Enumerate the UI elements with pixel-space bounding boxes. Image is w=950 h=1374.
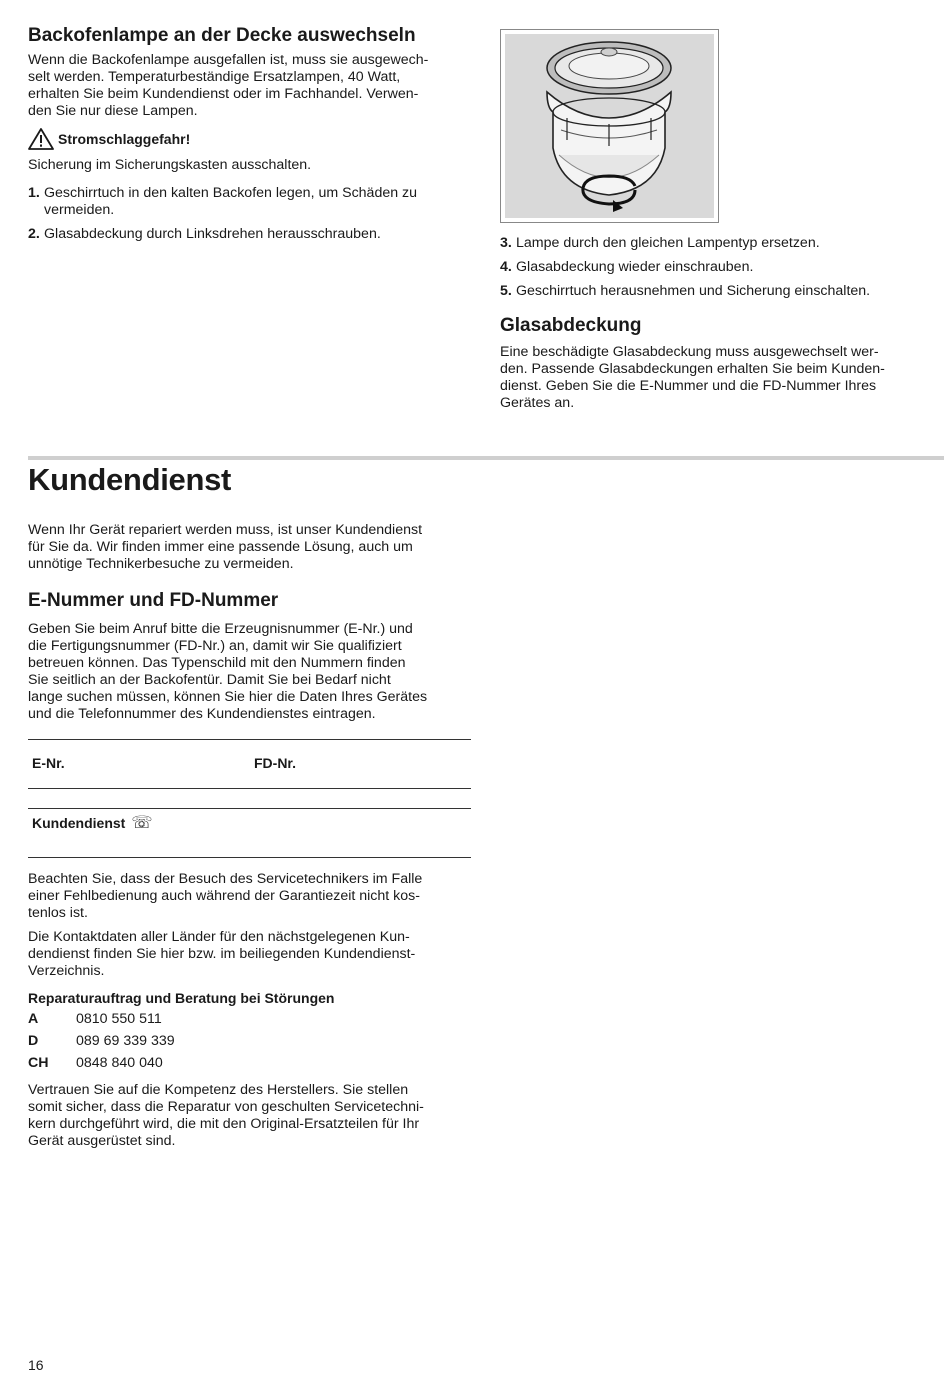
text-line: Eine beschädigte Glasabdeckung muss ausgewechselt wer- xyxy=(500,344,879,360)
text-line: erhalten Sie beim Kundendienst oder im Fachhandel. Verwen- xyxy=(28,86,419,102)
text-line: Vertrauen Sie auf die Kompetenz des Herstellers. Sie stellen xyxy=(28,1082,409,1098)
phone-list xyxy=(28,1008,328,1074)
country-code: CH xyxy=(28,1055,49,1071)
text-line: Gerät ausgerüstet sind. xyxy=(28,1133,176,1149)
closing-paragraph xyxy=(28,1082,478,1150)
text-line: Geben Sie beim Anruf bitte die Erzeugnisnummer (E-Nr.) und xyxy=(28,621,413,637)
phone-number: 0810 550 511 xyxy=(76,1011,162,1027)
service-intro xyxy=(28,522,478,573)
text-line: für Sie da. Wir finden immer eine passende Lösung, auch um xyxy=(28,539,413,555)
step-number: 1. xyxy=(28,185,40,201)
step-text-line: vermeiden. xyxy=(44,202,115,218)
text-line: kern durchgeführt wird, die mit den Original-Ersatzteilen für Ihr xyxy=(28,1116,420,1132)
fdnr-field-label: FD-Nr. xyxy=(254,755,296,771)
text-line: Wenn die Backofenlampe ausgefallen ist, muss sie ausgewech- xyxy=(28,52,429,68)
phone-row xyxy=(28,1008,328,1030)
lamp-intro xyxy=(28,52,478,120)
text-line: Sie seitlich an der Backofentür. Damit Sie bei Bedarf nicht xyxy=(28,672,391,688)
text-line: tenlos ist. xyxy=(28,905,88,921)
text-line: Beachten Sie, dass der Besuch des Servicetechnikers im Falle xyxy=(28,871,423,887)
step-text-line: Glasabdeckung durch Linksdrehen herausschrauben. xyxy=(44,226,381,242)
contact-paragraph xyxy=(28,929,478,980)
glass-section-title: Glasabdeckung xyxy=(500,315,642,336)
glass-text xyxy=(500,344,940,412)
step-text-line: Geschirrtuch in den kalten Backofen legen, um Schäden zu xyxy=(44,185,418,201)
text-line: Verzeichnis. xyxy=(28,963,105,979)
text-line: somit sicher, dass die Reparatur von geschulten Servicetechni- xyxy=(28,1099,424,1115)
page-number: 16 xyxy=(28,1357,44,1373)
text-line: den Sie nur diese Lampen. xyxy=(28,103,198,119)
section-divider xyxy=(28,456,944,460)
text-line: dendienst finden Sie hier bzw. im beiliegenden Kundendienst- xyxy=(28,946,416,962)
form-line xyxy=(28,739,471,740)
phone-number: 089 69 339 339 xyxy=(76,1033,175,1049)
step-number: 4. xyxy=(500,259,512,275)
note-paragraph xyxy=(28,871,478,922)
text-line: Gerätes an. xyxy=(500,395,575,411)
step-number: 5. xyxy=(500,283,512,299)
service-phone-field xyxy=(32,813,153,833)
text-line: Wenn Ihr Gerät repariert werden muss, ist unser Kundendienst xyxy=(28,522,423,538)
phone-number: 0848 840 040 xyxy=(76,1055,163,1071)
step-text-line: Lampe durch den gleichen Lampentyp ersetzen. xyxy=(516,235,820,251)
warning-triangle-icon xyxy=(28,128,54,150)
step-item xyxy=(500,283,940,300)
text-line: selt werden. Temperaturbeständige Ersatzlampen, 40 Watt, xyxy=(28,69,401,85)
form-line xyxy=(28,857,471,858)
text-line: und die Telefonnummer des Kundendienstes eintragen. xyxy=(28,706,376,722)
text-line: den. Passende Glasabdeckungen erhalten Sie beim Kunden- xyxy=(500,361,885,377)
step-item xyxy=(28,185,478,219)
lamp-section-title: Backofenlampe an der Decke auswechseln xyxy=(28,25,416,46)
country-code: A xyxy=(28,1011,39,1027)
form-line xyxy=(28,788,471,789)
service-title: Kundendienst xyxy=(28,462,232,497)
text-line: einer Fehlbedienung auch während der Garantiezeit nicht kos- xyxy=(28,888,420,904)
enr-field-label: E-Nr. xyxy=(32,755,65,771)
enr-text xyxy=(28,621,478,723)
lamp-illustration xyxy=(500,29,719,223)
text-line: dienst. Geben Sie die E-Nummer und die FD-Nummer Ihres xyxy=(500,378,877,394)
telephone-icon: ☏ xyxy=(131,813,153,833)
repair-heading: Reparaturauftrag und Beratung bei Störungen xyxy=(28,990,335,1006)
text-line: die Fertigungsnummer (FD-Nr.) an, damit wir Sie qualifiziert xyxy=(28,638,402,654)
phone-row xyxy=(28,1030,328,1052)
warning-heading xyxy=(28,128,190,150)
step-item xyxy=(28,226,478,243)
enr-section-title: E-Nummer und FD-Nummer xyxy=(28,590,279,611)
text-line: betreuen können. Das Typenschild mit den Nummern finden xyxy=(28,655,406,671)
step-number: 2. xyxy=(28,226,40,242)
step-item xyxy=(500,235,940,252)
warning-text: Sicherung im Sicherungskasten ausschalten. xyxy=(28,157,312,173)
form-line xyxy=(28,808,471,809)
step-item xyxy=(500,259,940,276)
service-field-label: Kundendienst xyxy=(32,815,126,831)
step-text-line: Geschirrtuch herausnehmen und Sicherung einschalten. xyxy=(516,283,871,299)
text-line: Die Kontaktdaten aller Länder für den nächstgelegenen Kun- xyxy=(28,929,410,945)
step-text-line: Glasabdeckung wieder einschrauben. xyxy=(516,259,754,275)
country-code: D xyxy=(28,1033,39,1049)
oven-lamp-cover-illustration xyxy=(501,30,718,222)
text-line: unnötige Technikerbesuche zu vermeiden. xyxy=(28,556,294,572)
text-line: lange suchen müssen, können Sie hier die Daten Ihres Gerätes xyxy=(28,689,428,705)
phone-row xyxy=(28,1052,328,1074)
warning-label: Stromschlaggefahr! xyxy=(58,131,191,147)
step-number: 3. xyxy=(500,235,512,251)
